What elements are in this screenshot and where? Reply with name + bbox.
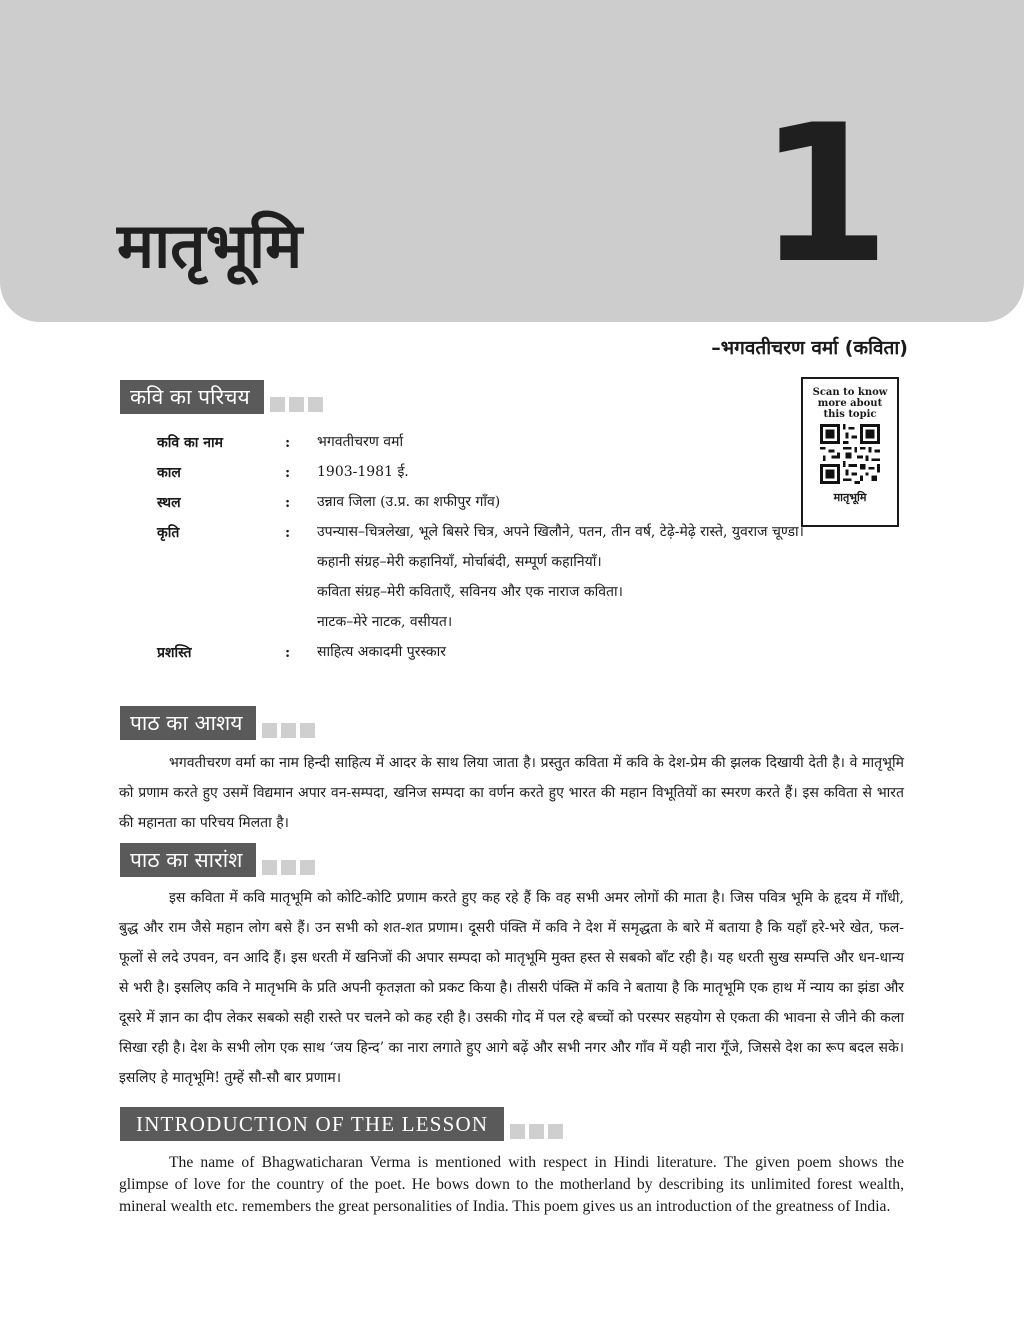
section-heading-label: कवि का परिचय: [120, 380, 264, 414]
section-heading-label: पाठ का आशय: [120, 706, 256, 740]
info-row-works: [157, 518, 807, 638]
section-heading-introduction: [120, 1107, 563, 1141]
poet-info-table: [157, 428, 807, 668]
qr-caption: Scan to know more about this topic: [812, 387, 888, 420]
info-colon: :: [285, 435, 291, 451]
section-heading-poet-intro: [120, 380, 323, 414]
info-value: साहित्य अकादमी पुरस्कार: [317, 644, 446, 660]
heading-decoration: [270, 397, 323, 412]
section-heading-lesson-meaning: [120, 706, 315, 740]
heading-decoration: [262, 860, 315, 875]
info-value: 1903-1981 ई.: [317, 464, 409, 480]
info-value: भगवतीचरण वर्मा: [317, 434, 404, 450]
info-row-name: [157, 428, 807, 458]
info-value: उन्नाव जिला (उ.प्र. का शफीपुर गाँव): [317, 494, 501, 510]
summary-paragraph: इस कविता में कवि मातृभूमि को कोटि-कोटि प्रणाम करते हुए कह रहे हैं कि वह सभी अमर लोगों की माता है। जिस पवित्र भूमि के हृदय में गाँधी, बुद्ध और राम जैसे महान लोग बसे हैं। उन सभी को शत-शत प्रणाम। दूसरी पंक्ति में कवि ने देश में समृद्धता के बारे में बताया है कि यहाँ हरे-भरे खेत, फल-फूलों से लदे उपवन, वन आदि हैं। इस धरती में खनिजों की अपार सम्पदा को मातृभूमि मुक्त हस्त से सबको बाँट रही है। यह धरती सुख सम्पत्ति और धन-धान्य से भरी है। इसलिए कवि ने मातृभमि के प्रति अपनी कृतज्ञता को प्रकट किया है। तीसरी पंक्ति में कवि ने बताया है कि मातृभूमि एक हाथ में न्याय का झंडा और दूसरे में ज्ञान का दीप लेकर सबको सही रास्ते पर चलने को कह रही है। उसकी गोद में पल रहे बच्चों को परस्पर सहयोग से एकता की भावना से जीने की कला सिखा रही है। देश के सभी लोग एक साथ ‘जय हिन्द’ का नारा लगाते हुए आगे बढ़ें और सभी नगर और गाँव में यही नारा गूँजे, जिससे देश का रूप बदल सके। इसलिए हे मातृभूमि! तुम्हें सौ-सौ बार प्रणाम।: [119, 890, 904, 1086]
info-key: काल: [157, 465, 181, 481]
qr-box[interactable]: [801, 377, 899, 527]
info-key: स्थल: [157, 495, 181, 511]
info-value-line: नाटक–मेरे नाटक, वसीयत।: [317, 614, 453, 630]
chapter-title: मातृभूमि: [117, 209, 303, 282]
info-value-line: कविता संग्रह–मेरी कविताएँ, सविनय और एक नाराज कविता।: [317, 584, 623, 600]
qr-code-icon[interactable]: [820, 424, 880, 484]
info-colon: :: [285, 525, 291, 541]
chapter-number: 1: [758, 84, 891, 305]
section-heading-label: पाठ का सारांश: [120, 843, 256, 877]
info-colon: :: [285, 495, 291, 511]
info-row-period: [157, 458, 807, 488]
info-colon: :: [285, 465, 291, 481]
lesson-meaning-paragraph: भगवतीचरण वर्मा का नाम हिन्दी साहित्य में आदर के साथ लिया जाता है। प्रस्तुत कविता में कवि के देश-प्रेम की झलक दिखायी देती है। वे मातृभूमि को प्रणाम करते हुए उसमें विद्यमान अपार वन-सम्पदा, खनिज सम्पदा का वर्णन करते हुए भारत की महान विभूतियों का स्मरण करते हैं। इस कविता से भारत की महानता का परिचय मिलता है।: [119, 755, 904, 831]
heading-decoration: [262, 723, 315, 738]
info-key: प्रशस्ति: [157, 645, 192, 661]
info-row-award: [157, 638, 807, 668]
info-key: कृति: [157, 525, 180, 541]
info-value-line: उपन्यास–चित्रलेखा, भूले बिसरे चित्र, अपने खिलौने, पतन, तीन वर्ष, टेढ़े-मेढ़े रास्ते, युवराज चूण्डा।: [317, 524, 804, 540]
qr-label: मातृभूमि: [833, 491, 867, 504]
section-heading-summary: [120, 843, 315, 877]
info-key: कवि का नाम: [157, 435, 224, 451]
author-line: –भगवतीचरण वर्मा (कविता): [711, 337, 908, 359]
info-value-line: कहानी संग्रह–मेरी कहानियाँ, मोर्चाबंदी, सम्पूर्ण कहानियाँ।: [317, 554, 602, 570]
info-colon: :: [285, 645, 291, 661]
heading-decoration: [510, 1124, 563, 1139]
introduction-paragraph: The name of Bhagwaticharan Verma is mentioned with respect in Hindi literature. The given poem shows the glimpse of love for the country of the poet. He bows down to the motherland by describing its unlimited forest wealth, mineral wealth etc. remembers the great personalities of India. This poem gives us an introduction of the greatness of India.: [119, 1154, 904, 1215]
section-heading-label: INTRODUCTION OF THE LESSON: [120, 1107, 504, 1141]
info-row-place: [157, 488, 807, 518]
